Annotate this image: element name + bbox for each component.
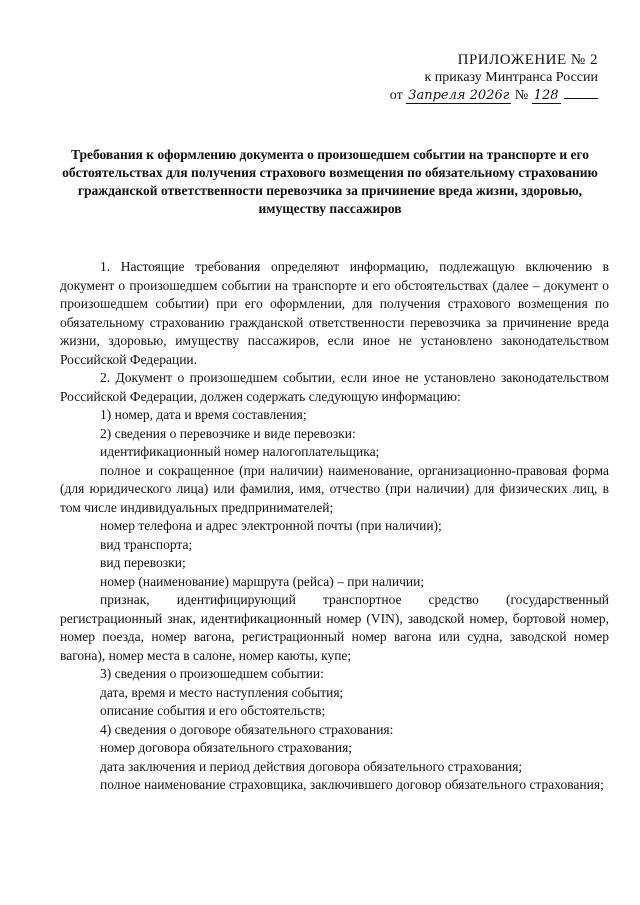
handwritten-date: 3апреля 2026г xyxy=(408,88,510,103)
paragraph-1: 1. Настоящие требования определяют информацию, подлежащую включению в документ о произошедшем событии на транспорте и его обстоятельствах (далее – документ о произошедшем событии) при его оформлении, для получения страхового возмещения по обязательному страхованию гражданской ответственности перевозчика за причинение вреда жизни, здоровью, имуществу пассажиров, если иное не установлено законодательством Российской Федерации. xyxy=(60,259,609,367)
number-sign: № xyxy=(514,88,529,103)
document-title: Требования к оформлению документа о произошедшем событии на транспорте и его обстоятельствах для получения страхового возмещения по обязательному страхованию гражданской ответственности перевозчика за причинение вреда жизни, здоровью, имуществу пассажиров xyxy=(62,147,598,216)
list-item: идентификационный номер налогоплательщика; xyxy=(100,444,380,459)
list-item: полное и сокращенное (при наличии) наименование, организационно-правовая форма (для юридического лица) или фамилия, имя, отчество (при наличии) для физических лиц, в том числе индивидуальных предпринимателей; xyxy=(60,462,609,515)
list-item: 2) сведения о перевозчике и виде перевозки: xyxy=(100,425,356,441)
order-date-line xyxy=(390,86,598,104)
list-item: полное наименование страховщика, заключившего договор обязательного страхования; xyxy=(100,777,604,792)
list-item: номер (наименование) маршрута (рейса) – при наличии; xyxy=(100,573,425,589)
list-item: вид перевозки; xyxy=(100,555,186,570)
list-item: номер договора обязательного страхования; xyxy=(100,740,353,755)
appendix-title: ПРИЛОЖЕНИЕ № 2 xyxy=(457,52,598,68)
list-item: номер телефона и адрес электронной почты (при наличии); xyxy=(100,518,442,533)
list-item: дата, время и место наступления события; xyxy=(100,684,344,700)
list-item: описание события и его обстоятельств; xyxy=(100,703,326,718)
paragraph-2: 2. Документ о произошедшем событии, если иное не установлено законодательством Российской Федерации, должен содержать следующую информацию: xyxy=(60,370,609,404)
handwritten-number: 128 xyxy=(533,88,559,103)
list-item: 1) номер, дата и время составления; xyxy=(100,407,307,422)
order-reference: к приказу Минтранса России xyxy=(424,70,598,85)
document-body xyxy=(60,258,609,795)
list-item: 4) сведения о договоре обязательного страхования: xyxy=(100,721,394,737)
appendix-header xyxy=(390,52,598,104)
list-item: дата заключения и период действия договора обязательного страхования; xyxy=(100,758,523,774)
list-item: 3) сведения о произошедшем событии: xyxy=(100,666,324,681)
date-prefix: от xyxy=(389,88,403,103)
number-blank-line xyxy=(564,86,598,99)
list-item: вид транспорта; xyxy=(100,536,193,552)
list-item: признак, идентифицирующий транспортное средство (государственный регистрационный знак, идентификационный номер (VIN), заводской номер, бортовой номер, номер поезда, номер вагона, регистрационный номер вагона или судна, заводской номер вагона), номер места в салоне, номер каюты, купе; xyxy=(60,592,609,663)
